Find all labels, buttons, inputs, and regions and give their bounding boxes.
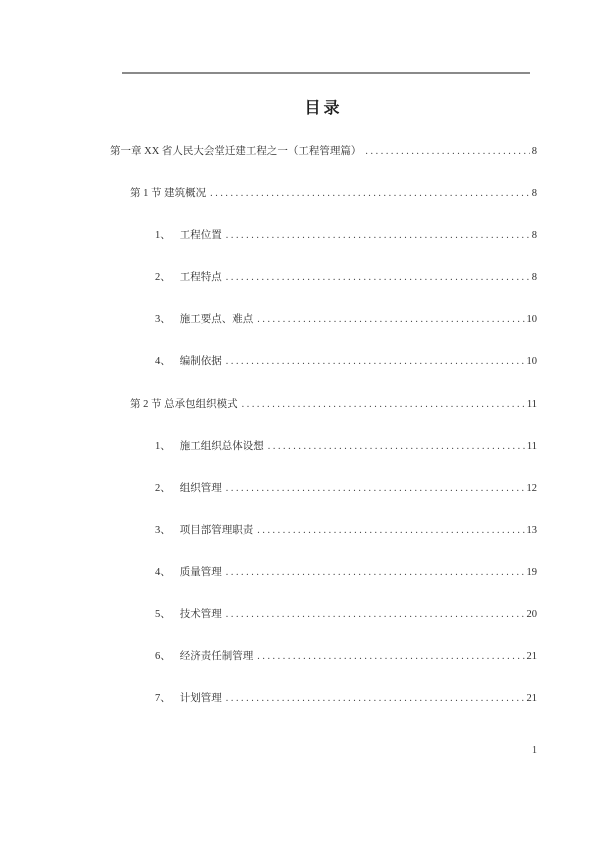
toc-entry-label: 经济责任制管理 (179, 651, 254, 663)
toc-entry-number: 1、 (155, 230, 171, 242)
toc-entry[interactable] (110, 394, 537, 416)
toc-entry[interactable] (110, 351, 537, 373)
toc-page-number: 11 (526, 398, 537, 410)
toc-page-number: 19 (526, 566, 537, 578)
toc-entry[interactable] (110, 141, 537, 163)
toc-entry-label: 第 2 节 总承包组织模式 (130, 398, 238, 410)
toc-page-number: 20 (526, 609, 537, 621)
toc-page-number: 13 (526, 524, 537, 536)
toc-entry-number: 2、 (155, 272, 171, 284)
toc-dot-leader (257, 309, 524, 331)
toc-dot-leader (226, 478, 525, 500)
toc-entry[interactable] (110, 478, 537, 500)
toc-entry[interactable] (110, 688, 537, 710)
toc-dot-leader (226, 688, 525, 710)
toc-entry-number: 3、 (155, 524, 171, 536)
toc-page-number: 10 (526, 314, 537, 326)
toc-dot-leader (257, 520, 524, 542)
toc-entry[interactable] (110, 309, 537, 331)
toc-entry[interactable] (110, 604, 537, 626)
toc-entry-label: 工程位置 (179, 230, 222, 242)
toc-dot-leader (226, 267, 530, 289)
toc-entry-label: 组织管理 (179, 482, 222, 494)
toc-entry[interactable] (110, 646, 537, 668)
toc-entry-number: 1、 (155, 440, 171, 452)
toc-entry-label: 质量管理 (179, 566, 222, 578)
toc-entry-number: 4、 (155, 356, 171, 368)
toc-entry-label: 项目部管理职责 (179, 524, 254, 536)
toc-entry[interactable] (110, 267, 537, 289)
toc-entry[interactable] (110, 562, 537, 584)
toc-dot-leader (242, 394, 525, 416)
toc-entry-label: 施工组织总体设想 (179, 440, 264, 452)
toc-entry[interactable] (110, 225, 537, 247)
toc-page-number: 8 (531, 188, 537, 200)
toc-entry[interactable] (110, 436, 537, 458)
toc-dot-leader (226, 225, 530, 247)
toc-entry-label: 计划管理 (179, 693, 222, 705)
table-of-contents (110, 141, 537, 730)
page-title: 目录 (304, 100, 343, 117)
toc-page-number: 8 (531, 146, 537, 157)
toc-page-number: 8 (531, 230, 537, 242)
toc-entry-label: 编制依据 (179, 356, 222, 368)
toc-entry-number: 4、 (155, 566, 171, 578)
toc-entry-label: 工程特点 (179, 272, 222, 284)
toc-dot-leader (365, 141, 529, 163)
toc-entry-label: 第 1 节 建筑概况 (130, 188, 207, 200)
toc-entry-number: 3、 (155, 314, 171, 326)
toc-page-number: 21 (526, 693, 537, 705)
toc-dot-leader (268, 436, 525, 458)
toc-dot-leader (226, 351, 525, 373)
toc-dot-leader (210, 183, 530, 205)
toc-entry-label: 技术管理 (179, 609, 222, 621)
toc-entry[interactable] (110, 183, 537, 205)
toc-page-number: 11 (526, 440, 537, 452)
toc-page-number: 21 (526, 651, 537, 663)
page-number: 1 (532, 745, 537, 756)
toc-dot-leader (257, 646, 524, 668)
toc-dot-leader (226, 604, 525, 626)
toc-page-number: 12 (526, 482, 537, 494)
toc-entry-number: 6、 (155, 651, 171, 663)
toc-entry[interactable] (110, 520, 537, 542)
toc-entry-number: 2、 (155, 482, 171, 494)
toc-entry-number: 7、 (155, 693, 171, 705)
toc-entry-number: 5、 (155, 609, 171, 621)
toc-page-number: 10 (526, 356, 537, 368)
toc-entry-label: 施工要点、难点 (179, 314, 254, 326)
toc-entry-label: 第一章 XX 省人民大会堂迁建工程之一（工程管理篇） (110, 146, 362, 157)
header-rule (122, 72, 530, 74)
toc-page-number: 8 (531, 272, 537, 284)
toc-dot-leader (226, 562, 525, 584)
